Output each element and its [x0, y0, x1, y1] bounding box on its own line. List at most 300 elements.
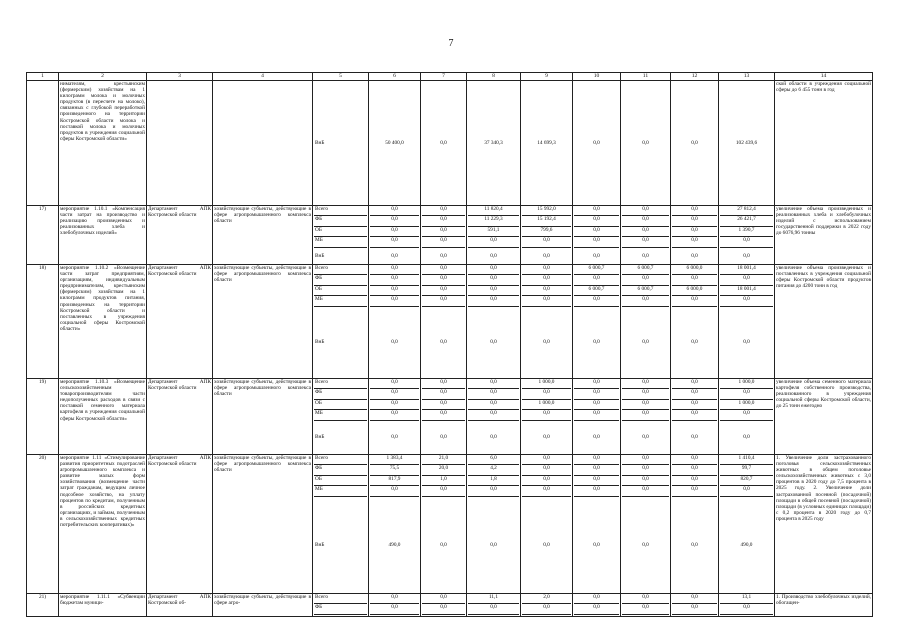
funding-column-12 [671, 81, 719, 206]
participants: хозяйствующие субъекты, действующие в сфере агропромышленного комплекса области [213, 206, 313, 265]
funding-value: 0,0 [440, 541, 447, 548]
funding-value: 0,0 [574, 594, 619, 604]
funding-value: 26 421,7 [720, 216, 773, 226]
column-header-5: 5 [313, 73, 369, 81]
funding-value: 0,0 [672, 296, 717, 306]
funding-value: 0,0 [522, 275, 571, 285]
funding-value: 14 699,3 [537, 139, 556, 146]
funding-value: 0,0 [720, 296, 773, 306]
funding-value: 0,0 [622, 237, 669, 247]
table-row [27, 206, 873, 265]
funding-source: МБ [314, 296, 367, 306]
funding-value: 0,0 [522, 476, 571, 486]
expected-result: 1. Производство хлебобулочных изделий, обогащен- [775, 594, 873, 617]
funding-column-8 [467, 379, 521, 455]
funding-value: 1 390,7 [720, 227, 773, 237]
funding-value: 0,0 [720, 410, 773, 420]
funding-value: 0,0 [642, 252, 649, 259]
funding-value: 0,0 [593, 139, 600, 146]
funding-value: 0,0 [440, 139, 447, 146]
funding-column-11 [621, 379, 671, 455]
funding-column-7 [421, 265, 467, 379]
funding-value: 0,0 [574, 410, 619, 420]
funding-value: 591,1 [468, 227, 519, 237]
column-header-14: 14 [775, 73, 873, 81]
funding-value: 0,0 [422, 206, 465, 216]
funding-value: 0,0 [593, 541, 600, 548]
funding-value: 0,0 [720, 275, 773, 285]
funding-value: 0,0 [440, 339, 447, 346]
funding-value: 0,0 [691, 139, 698, 146]
funding-column-8 [467, 81, 521, 206]
expected-result: ской области в учреждения социальной сферы до 6 455 тонн в год [775, 81, 873, 206]
page-number: 7 [448, 38, 454, 49]
funding-value: 0,0 [391, 339, 398, 346]
funding-value: 0,0 [720, 237, 773, 247]
funding-value: 0,0 [672, 216, 717, 226]
funding-value: 18 001,4 [720, 286, 773, 296]
funding-value: 0,0 [440, 252, 447, 259]
funding-sources [313, 594, 369, 617]
funding-value: 0,0 [422, 286, 465, 296]
funding-value: 0,0 [642, 434, 649, 441]
table-body [27, 73, 873, 617]
column-header-13: 13 [719, 73, 775, 81]
funding-column-10 [573, 81, 621, 206]
funding-value: 0,0 [370, 410, 419, 420]
activity-name: мероприятие 1.11.1 «Субвенции бюджетам муници- [59, 594, 147, 617]
funding-value: 0,0 [370, 486, 419, 496]
participants: хозяйствующие субъекты, действующие в сфере агропромышленного комплекса области [213, 379, 313, 455]
activity-name: нимателям, крестьянским (фермерским) хозяйствам на 1 килограмм молока и молочных продуктов (в пересчете на молоко), связанных с глубокой переработкой произведенного на территории Костромской области молока и поставкой молока и молочных продуктов в учреждения социальной сферы Костромской области» [59, 81, 147, 206]
funding-value: 0,0 [422, 604, 465, 614]
funding-value: 0,0 [622, 227, 669, 237]
funding-value: 0,0 [574, 275, 619, 285]
funding-value: 0,0 [672, 604, 717, 614]
column-header-11: 11 [621, 73, 671, 81]
table-row [27, 379, 873, 455]
funding-source: Всего [314, 455, 367, 465]
funding-value: 0,0 [370, 296, 419, 306]
funding-value: 6 000,7 [622, 265, 669, 275]
funding-value: 0,0 [622, 410, 669, 420]
funding-value: 0,0 [370, 216, 419, 226]
funding-value: 0,0 [574, 379, 619, 389]
funding-value: 0,0 [672, 594, 717, 604]
funding-value: 0,0 [574, 237, 619, 247]
funding-value: 0,0 [370, 227, 419, 237]
funding-value: 0,0 [522, 486, 571, 496]
funding-value: 0,0 [468, 400, 519, 410]
funding-value: 0,0 [370, 604, 419, 614]
expected-result: 1. Увеличение доли застрахованного поголовья сельскохозяйственных животных в общем поголовье сельскохозяйственных животных с 3,0 процентов в 2020 году до 7,5 процента в 2025 году. 2. Увеличение доли застрахованной посевной (посадочной) площади в общей посевной (посадочной) площади (в условных единицах площади) с 0,2 процента в 2020 году до 0,7 процента в 2025 году [775, 455, 873, 594]
funding-value: 0,0 [543, 434, 550, 441]
funding-column-9 [521, 455, 573, 594]
funding-value: 0,0 [574, 206, 619, 216]
funding-value: 0,0 [422, 486, 465, 496]
funding-value: 0,0 [522, 237, 571, 247]
funding-value: 0,0 [593, 252, 600, 259]
funding-value: 1 000,0 [522, 400, 571, 410]
row-number: 17) [27, 206, 59, 265]
funding-value: 1 000,0 [720, 379, 773, 389]
funding-value: 0,0 [422, 275, 465, 285]
funding-value: 102 439,6 [735, 139, 758, 146]
funding-value: 0,0 [672, 486, 717, 496]
funding-value: 0,0 [391, 252, 398, 259]
funding-column-9 [521, 206, 573, 265]
program-activities-table [26, 72, 873, 617]
funding-value: 0,0 [522, 455, 571, 465]
row-number: 21) [27, 594, 59, 617]
funding-column-12 [671, 265, 719, 379]
funding-source: Всего [314, 594, 367, 604]
funding-value: 0,0 [672, 237, 717, 247]
funding-column-11 [621, 455, 671, 594]
funding-column-11 [621, 81, 671, 206]
funding-value: 0,0 [622, 604, 669, 614]
column-header-3: 3 [147, 73, 213, 81]
funding-column-7 [421, 594, 467, 617]
funding-column-8 [467, 455, 521, 594]
funding-column-8 [467, 594, 521, 617]
responsible-executor: Департамент АПК Костромской области [147, 265, 213, 379]
funding-value: 0,0 [622, 275, 669, 285]
funding-value: 0,0 [622, 400, 669, 410]
funding-source: ВнБ [315, 541, 325, 548]
funding-value: 0,0 [672, 400, 717, 410]
funding-value: 37 340,3 [484, 139, 503, 146]
funding-sources [313, 265, 369, 379]
funding-value: 0,0 [468, 604, 519, 614]
funding-value: 0,0 [522, 265, 571, 275]
funding-value: 0,0 [574, 455, 619, 465]
funding-column-8 [467, 206, 521, 265]
funding-column-9 [521, 594, 573, 617]
responsible-executor: Департамент АПК Костромской области [147, 379, 213, 455]
funding-value: 0,0 [574, 216, 619, 226]
funding-value: 0,0 [672, 389, 717, 399]
table-row [27, 455, 873, 594]
funding-value: 0,0 [370, 275, 419, 285]
funding-value: 75,5 [370, 465, 419, 475]
funding-value: 0,0 [391, 434, 398, 441]
activity-name: мероприятие 1.10.2 «Возмещение части затрат предприятиям, организациям, индивидуальным предпринимателям, крестьянским (фермерским) хозяйствам на 1 килограмм продуктов питания, произведенных на территории Костромской области и поставленных в учреждения социальной сферы Костромской области» [59, 265, 147, 379]
funding-value: 0,0 [490, 541, 497, 548]
funding-source: ФБ [314, 275, 367, 285]
column-header-10: 10 [573, 73, 621, 81]
funding-column-9 [521, 265, 573, 379]
funding-value: 0,0 [370, 379, 419, 389]
funding-source: ОБ [314, 476, 367, 486]
funding-value: 1 000,0 [720, 400, 773, 410]
funding-value: 0,0 [743, 339, 750, 346]
funding-value: 0,0 [691, 339, 698, 346]
funding-value: 6 000,0 [672, 286, 717, 296]
funding-column-7 [421, 455, 467, 594]
funding-value: 0,0 [422, 265, 465, 275]
funding-source: ВнБ [315, 139, 325, 146]
funding-value: 27 812,4 [720, 206, 773, 216]
funding-value: 820,7 [720, 476, 773, 486]
funding-source: ОБ [314, 400, 367, 410]
funding-value: 0,0 [370, 389, 419, 399]
table-row [27, 81, 873, 206]
funding-column-12 [671, 594, 719, 617]
funding-value: 0,0 [468, 237, 519, 247]
funding-column-6 [369, 594, 421, 617]
funding-value: 0,0 [574, 296, 619, 306]
column-header-12: 12 [671, 73, 719, 81]
funding-value: 0,0 [720, 486, 773, 496]
funding-value: 1,0 [422, 476, 465, 486]
funding-column-13 [719, 81, 775, 206]
funding-value: 1 410,4 [720, 455, 773, 465]
funding-value: 0,0 [490, 434, 497, 441]
funding-column-13 [719, 379, 775, 455]
funding-value: 0,0 [468, 286, 519, 296]
funding-value: 2,0 [522, 594, 571, 604]
table-row [27, 594, 873, 617]
funding-source: ВнБ [315, 434, 325, 441]
funding-value: 21,0 [422, 455, 465, 465]
funding-column-8 [467, 265, 521, 379]
funding-value: 18 001,4 [720, 265, 773, 275]
funding-value: 799,6 [522, 227, 571, 237]
funding-value: 11 229,3 [468, 216, 519, 226]
funding-column-6 [369, 265, 421, 379]
funding-value: 6 000,7 [574, 265, 619, 275]
funding-column-11 [621, 594, 671, 617]
funding-value: 0,0 [522, 465, 571, 475]
table-row [27, 265, 873, 379]
column-header-2: 2 [59, 73, 147, 81]
funding-value: 1,8 [468, 476, 519, 486]
funding-value: 0,0 [370, 265, 419, 275]
funding-value: 0,0 [543, 252, 550, 259]
funding-value: 0,0 [468, 410, 519, 420]
funding-source: ВнБ [315, 252, 325, 259]
funding-value: 6 000,0 [672, 265, 717, 275]
funding-source: МБ [314, 410, 367, 420]
funding-sources [313, 455, 369, 594]
funding-column-10 [573, 594, 621, 617]
column-header-9: 9 [521, 73, 573, 81]
funding-value: 0,0 [422, 400, 465, 410]
participants: хозяйствующие субъекты, действующие в сфере агропромышленного комплекса области [213, 265, 313, 379]
funding-value: 0,0 [574, 486, 619, 496]
column-header-1: 1 [27, 73, 59, 81]
funding-value: 0,0 [622, 296, 669, 306]
funding-source: ФБ [314, 389, 367, 399]
funding-value: 817,9 [370, 476, 419, 486]
funding-value: 0,0 [672, 476, 717, 486]
funding-value: 0,0 [522, 389, 571, 399]
funding-value: 0,0 [743, 434, 750, 441]
column-number-header-row [27, 73, 873, 81]
funding-value: 0,0 [468, 275, 519, 285]
funding-value: 0,0 [672, 275, 717, 285]
funding-value: 0,0 [622, 486, 669, 496]
funding-value: 0,0 [672, 206, 717, 216]
funding-value: 0,0 [593, 339, 600, 346]
funding-value: 0,0 [622, 476, 669, 486]
funding-column-6 [369, 455, 421, 594]
activity-name: мероприятие 1.10.1 «Компенсация части затрат на производство и реализацию произведенных и реализованных хлеба и хлебобулочных изделий» [59, 206, 147, 265]
funding-column-10 [573, 265, 621, 379]
funding-value: 0,0 [543, 541, 550, 548]
funding-value: 6 000,7 [574, 286, 619, 296]
funding-value: 0,0 [622, 455, 669, 465]
funding-value: 4,2 [468, 465, 519, 475]
funding-sources [313, 379, 369, 455]
funding-value: 0,0 [490, 252, 497, 259]
funding-value: 0,0 [468, 379, 519, 389]
funding-value: 0,0 [622, 465, 669, 475]
funding-value: 0,0 [642, 339, 649, 346]
funding-value: 0,0 [622, 594, 669, 604]
funding-value: 0,0 [622, 379, 669, 389]
funding-column-9 [521, 81, 573, 206]
funding-value: 0,0 [370, 237, 419, 247]
funding-value: 0,0 [720, 389, 773, 399]
funding-source: Всего [314, 206, 367, 216]
funding-value: 0,0 [370, 286, 419, 296]
funding-value: 0,0 [522, 604, 571, 614]
funding-value: 0,0 [574, 465, 619, 475]
funding-value: 0,0 [642, 541, 649, 548]
funding-value: 0,0 [622, 206, 669, 216]
funding-column-13 [719, 265, 775, 379]
funding-value: 50 400,0 [385, 139, 404, 146]
funding-value: 0,0 [522, 286, 571, 296]
funding-value: 6,0 [468, 455, 519, 465]
responsible-executor: Департамент АПК Костромской об- [147, 594, 213, 617]
funding-value: 0,0 [370, 594, 419, 604]
funding-value: 0,0 [574, 227, 619, 237]
funding-column-12 [671, 455, 719, 594]
column-header-8: 8 [467, 73, 521, 81]
funding-value: 0,0 [574, 604, 619, 614]
funding-value: 0,0 [642, 139, 649, 146]
funding-value: 0,0 [440, 434, 447, 441]
funding-column-7 [421, 206, 467, 265]
funding-column-6 [369, 81, 421, 206]
funding-column-11 [621, 206, 671, 265]
row-number: 18) [27, 265, 59, 379]
column-header-6: 6 [369, 73, 421, 81]
funding-column-12 [671, 379, 719, 455]
funding-source: МБ [314, 237, 367, 247]
funding-value: 11,1 [468, 594, 519, 604]
funding-column-9 [521, 379, 573, 455]
funding-value: 0,0 [574, 400, 619, 410]
funding-value: 0,0 [522, 296, 571, 306]
funding-source: ОБ [314, 227, 367, 237]
funding-value: 0,0 [422, 389, 465, 399]
funding-value: 0,0 [672, 227, 717, 237]
funding-value: 0,0 [468, 486, 519, 496]
funding-value: 0,0 [422, 227, 465, 237]
funding-value: 0,0 [672, 379, 717, 389]
funding-value: 0,0 [468, 265, 519, 275]
funding-value: 6 000,7 [622, 286, 669, 296]
participants: хозяйствующие субъекты, действующие в сфере агропромышленного комплекса области [213, 455, 313, 594]
responsible-executor: Департамент АПК Костромской области [147, 206, 213, 265]
funding-source: ОБ [314, 286, 367, 296]
funding-value: 0,0 [468, 389, 519, 399]
funding-column-12 [671, 206, 719, 265]
funding-value: 0,0 [490, 339, 497, 346]
funding-value: 0,0 [370, 400, 419, 410]
funding-value: 0,0 [593, 434, 600, 441]
funding-source: ФБ [314, 216, 367, 226]
funding-column-13 [719, 455, 775, 594]
funding-value: 13,1 [720, 594, 773, 604]
activity-name: мероприятие 1.10.3 «Возмещение сельскохозяйственным товаропроизводителям части недополученных расходов в связи с поставкой семенного материала картофеля в учреждения социальной сферы Костромской области» [59, 379, 147, 455]
column-header-7: 7 [421, 73, 467, 81]
participants: хозяйствующие субъекты, действующие в сфере агро- [213, 594, 313, 617]
funding-source: Всего [314, 379, 367, 389]
participants [213, 81, 313, 206]
funding-column-6 [369, 379, 421, 455]
funding-value: 11 820,4 [468, 206, 519, 216]
funding-column-7 [421, 81, 467, 206]
funding-value: 1 383,4 [370, 455, 419, 465]
funding-column-11 [621, 265, 671, 379]
expected-result: увеличение объема произведенных и реализованных хлеба и хлебобулочных изделий с использованием государственной поддержки в 2022 году до 6076,96 тонны [775, 206, 873, 265]
funding-value: 0,0 [422, 237, 465, 247]
funding-value: 0,0 [574, 476, 619, 486]
funding-value: 0,0 [370, 206, 419, 216]
funding-column-10 [573, 379, 621, 455]
funding-value: 15 192,4 [522, 216, 571, 226]
funding-value: 0,0 [691, 252, 698, 259]
funding-value: 0,0 [672, 465, 717, 475]
funding-value: 1 000,0 [522, 379, 571, 389]
funding-value: 15 992,0 [522, 206, 571, 216]
funding-value: 0,0 [720, 604, 773, 614]
funding-value: 0,0 [422, 379, 465, 389]
funding-value: 0,0 [622, 389, 669, 399]
row-number: 20) [27, 455, 59, 594]
funding-source: Всего [314, 265, 367, 275]
funding-sources [313, 206, 369, 265]
funding-source: ФБ [314, 604, 367, 614]
funding-value: 0,0 [422, 296, 465, 306]
row-number [27, 81, 59, 206]
funding-column-10 [573, 455, 621, 594]
responsible-executor: Департамент АПК Костромской области [147, 455, 213, 594]
funding-value: 0,0 [691, 434, 698, 441]
funding-sources [313, 81, 369, 206]
funding-source: ВнБ [315, 339, 325, 346]
funding-source: ФБ [314, 465, 367, 475]
funding-value: 0,0 [543, 339, 550, 346]
row-number: 19) [27, 379, 59, 455]
funding-value: 0,0 [468, 296, 519, 306]
funding-column-13 [719, 594, 775, 617]
funding-column-13 [719, 206, 775, 265]
funding-value: 0,0 [672, 455, 717, 465]
funding-value: 490,0 [388, 541, 401, 548]
funding-value: 0,0 [622, 216, 669, 226]
funding-value: 0,0 [743, 252, 750, 259]
funding-source: МБ [314, 486, 367, 496]
funding-value: 20,0 [422, 465, 465, 475]
expected-result: увеличение объема семенного материала картофеля собственного производства, реализованного в учреждения социальной сферы Костромской области, до 25 тонн ежегодно [775, 379, 873, 455]
funding-column-7 [421, 379, 467, 455]
